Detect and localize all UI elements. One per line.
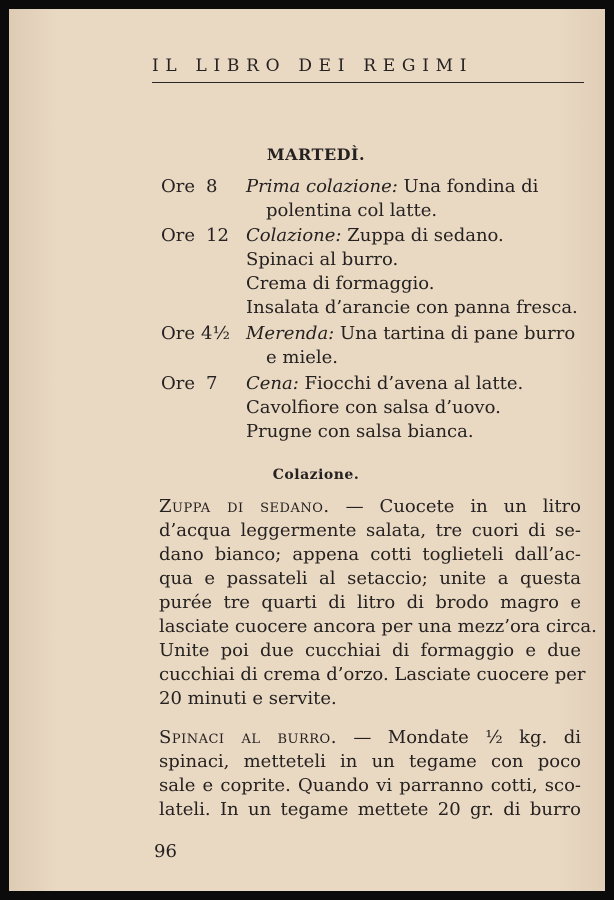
recipe-line: sale e coprite. Quando vi parranno cotti, sco- (159, 775, 581, 796)
meal-line: Colazione: Zuppa di sedano. (246, 225, 504, 246)
recipe-line: lateli. In un tegame mettete 20 gr. di burro (159, 799, 581, 820)
meal-line: Crema di formaggio. (246, 273, 435, 294)
meal-line: Spinaci al burro. (246, 249, 399, 270)
recipe-line: lasciate cuocere ancora per una mezz’ora circa. (159, 616, 597, 637)
page-number: 96 (154, 841, 177, 862)
meal-line: Insalata d’arancie con panna fresca. (246, 297, 578, 318)
recipe-line: qua e passateli al setaccio; unite a questa (159, 568, 581, 589)
recipe-title: Zuppa di sedano. (159, 496, 330, 517)
ore-label: Ore (161, 323, 196, 344)
running-head: IL LIBRO DEI REGIMI (152, 56, 474, 76)
subsection-heading: Colazione. (272, 467, 360, 483)
ore-label: Ore (161, 225, 196, 246)
meal-line: Merenda: Una tartina di pane burro (246, 323, 576, 344)
meal-line: Prima colazione: Una fondina di (246, 176, 539, 197)
book-page (9, 9, 605, 891)
meal-line: Cena: Fiocchi d’avena al latte. (246, 373, 524, 394)
recipe-line: spinaci, metteteli in un tegame con poco (159, 751, 581, 772)
meal-line: Cavolfiore con salsa d’uovo. (246, 397, 501, 418)
time-value: 4½ (201, 323, 230, 344)
ore-label: Ore (161, 176, 196, 197)
recipe-line: purée tre quarti di litro di brodo magro e (159, 592, 581, 613)
recipe-line: Unite poi due cucchiai di formaggio e due (159, 640, 581, 661)
ore-label: Ore (161, 373, 196, 394)
recipe-line: Zuppa di sedano. — Cuocete in un litro (159, 496, 581, 517)
meal-line: e miele. (266, 347, 338, 368)
time-value: 7 (206, 373, 218, 394)
time-value: 12 (206, 225, 229, 246)
meal-line: polentina col latte. (266, 200, 438, 221)
recipe-line: Spinaci al burro. — Mondate ½ kg. di (159, 727, 581, 748)
meal-line: Prugne con salsa bianca. (246, 421, 474, 442)
recipe-line: d’acqua leggermente salata, tre cuori di se- (159, 520, 581, 541)
recipe-line: 20 minuti e servite. (159, 688, 337, 709)
recipe-line: dano bianco; appena cotti toglieteli dall’ac- (159, 544, 581, 565)
time-value: 8 (206, 176, 218, 197)
recipe-line: cucchiai di crema d’orzo. Lasciate cuocere per (159, 664, 586, 685)
recipe-title: Spinaci al burro. (159, 727, 337, 748)
day-heading: MARTEDÌ. (266, 145, 366, 164)
header-rule (152, 82, 584, 83)
